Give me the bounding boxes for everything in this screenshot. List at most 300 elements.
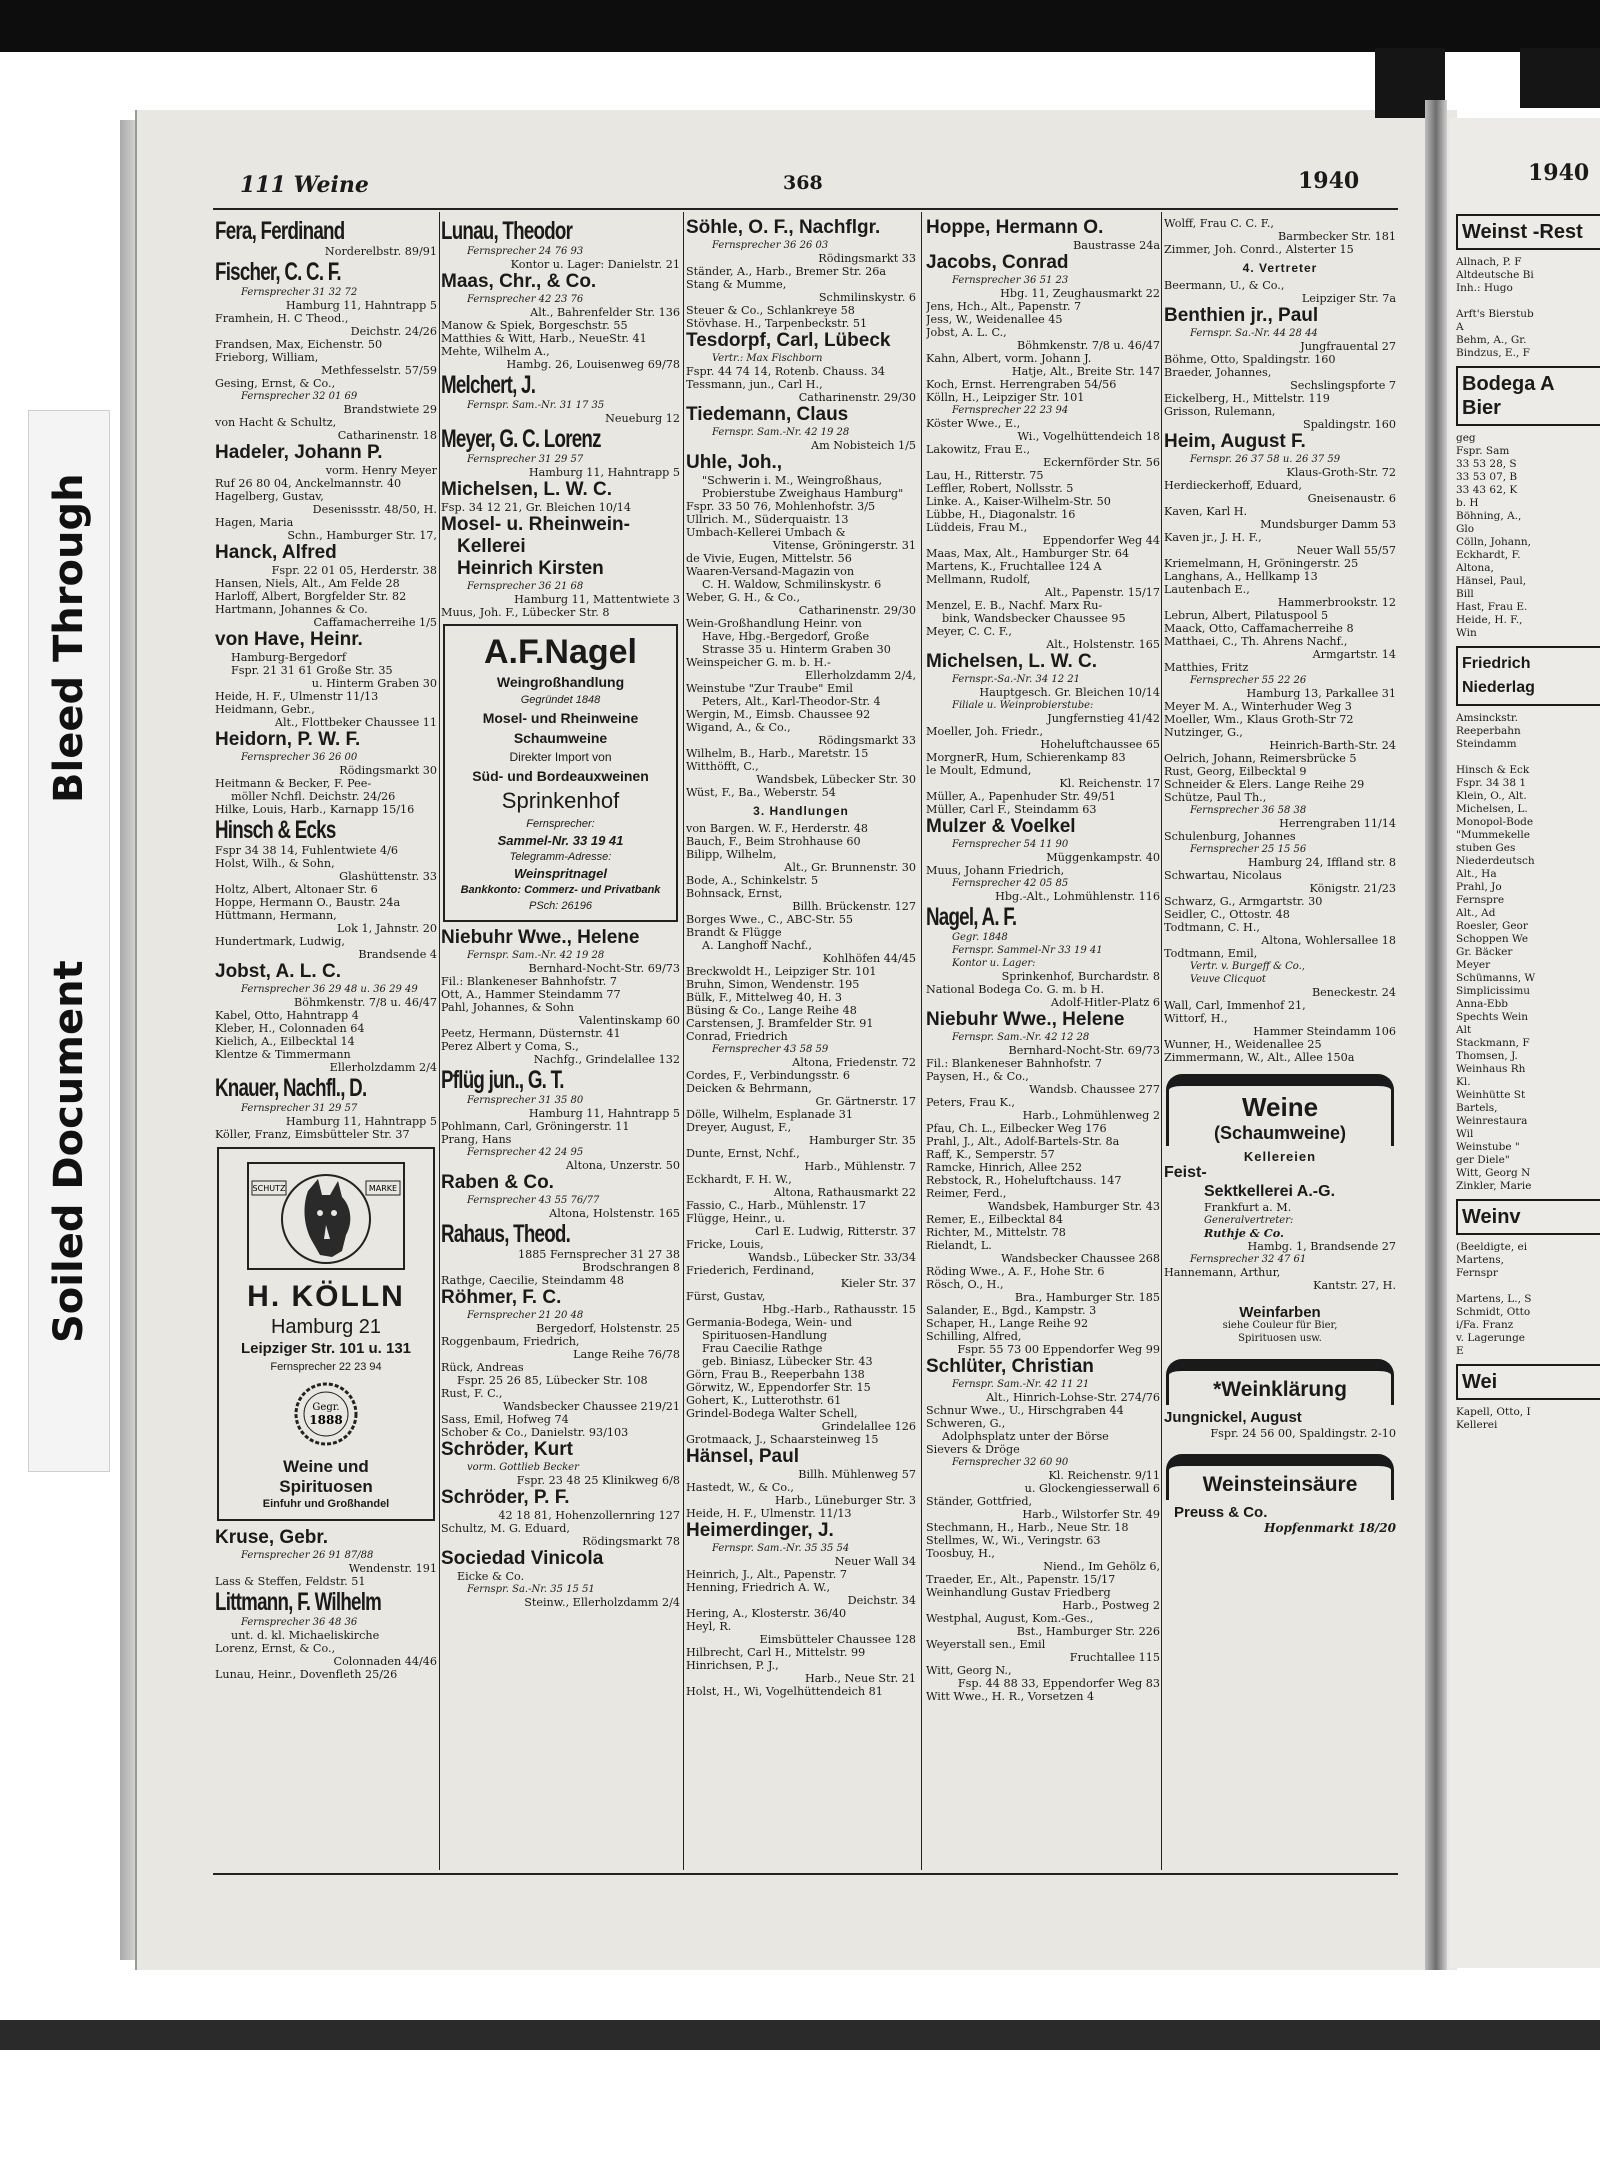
entry-line: Schultz, M. G. Eduard, <box>441 1522 570 1535</box>
entry-line: Wandsb., Lübecker Str. 33/34 <box>748 1251 916 1264</box>
entry-line: Hundertmark, Ludwig, <box>215 935 345 948</box>
founding-seal-icon <box>286 1379 366 1449</box>
entry-name: Schlüter, Christian <box>926 1356 1094 1377</box>
entry-line: Harb., Neue Str. 21 <box>804 1672 916 1685</box>
entry-line: Fil.: Blankeneser Bahnhofstr. 7 <box>441 975 617 988</box>
entry-line: Müller, Carl F., Steindamm 63 <box>926 803 1097 816</box>
entry-line: Weber, G. H., & Co., <box>686 591 801 604</box>
entry-line: Steuer & Co., Schlankreye 58 <box>686 304 855 317</box>
goat-trademark-icon <box>246 1161 406 1271</box>
entry-name: Rahaus, Theod. <box>441 1220 571 1248</box>
nagel-advertisement <box>443 624 678 922</box>
entry-name: Raben & Co. <box>441 1172 554 1193</box>
entry-name: Fera, Ferdinand <box>215 217 345 245</box>
entry-line: Vertr. v. Burgeff & Co., <box>1190 961 1305 972</box>
weine-banner <box>1166 1074 1394 1146</box>
facing-ad-box-1: Weinst -Rest <box>1456 214 1600 250</box>
entry-line: Hamburg 11, Mattentwiete 3 <box>514 593 680 606</box>
entry-name: Littmann, F. Wilhelm <box>215 1588 382 1616</box>
facing-line: geg <box>1456 432 1476 444</box>
weinklaerung-banner <box>1166 1359 1394 1405</box>
entry-name: Schröder, P. F. <box>441 1487 570 1508</box>
header-rule <box>213 208 1398 210</box>
facing-line: Alt., Ha <box>1456 868 1497 880</box>
entry-line: Linke. A., Kaiser-Wilhelm-Str. 50 <box>926 495 1111 508</box>
entry-line: Gr. Gärtnerstr. 17 <box>815 1095 916 1108</box>
facing-line: Stackmann, F <box>1456 1037 1530 1049</box>
entry-line: Gesing, Ernst, & Co., <box>215 377 336 390</box>
entry-line: Harb., Lüneburger Str. 3 <box>775 1494 916 1507</box>
facing-line: b. H <box>1456 497 1479 509</box>
page-year: 1940 <box>1298 168 1360 194</box>
entry-line: Sass, Emil, Hofweg 74 <box>441 1413 569 1426</box>
entry-line: Fernsprecher 31 35 80 <box>467 1095 584 1106</box>
entry-line: Fernspr. Sam.-Nr. 35 35 54 <box>712 1543 850 1554</box>
entry-line: Hamburg-Bergedorf <box>231 651 347 664</box>
facing-line: Alt <box>1456 1024 1472 1036</box>
entry-line: Alt., Gr. Brunnenstr. 30 <box>784 861 916 874</box>
entry-line: 42 18 81, Hohenzollernring 127 <box>498 1509 680 1522</box>
weinsteinsaeure-banner <box>1166 1454 1394 1500</box>
entry-line: Rust, Georg, Eilbecktal 9 <box>1164 765 1307 778</box>
facing-line: Altona, <box>1456 562 1494 574</box>
entry-line: Alt., Bahrenfelder Str. 136 <box>530 306 680 319</box>
facing-lines-3 <box>1456 712 1600 1193</box>
entry-line: Caffamacherreihe 1/5 <box>313 616 437 629</box>
entry-line: Fernsprecher 54 11 90 <box>952 839 1069 850</box>
column-2-entries <box>441 217 680 619</box>
entry-line: Vertr.: Max Fischborn <box>712 353 823 364</box>
entry-line: Waaren-Versand-Magazin von <box>686 565 855 578</box>
entry-line: Wandsbecker Chaussee 219/21 <box>503 1400 680 1413</box>
entry-line: Fernsprecher 55 22 26 <box>1190 675 1307 686</box>
entry-line: Hoppe, Hermann O., Baustr. 24a <box>215 896 401 909</box>
entry-line: Stechmann, H., Harb., Neue Str. 18 <box>926 1521 1129 1534</box>
facing-line: Monopol-Bode <box>1456 816 1534 828</box>
facing-line: Gr. Bäcker <box>1456 946 1513 958</box>
facing-line <box>1456 1280 1600 1293</box>
book-gutter <box>1425 100 1447 1970</box>
entry-line: Weyerstall sen., Emil <box>926 1638 1046 1651</box>
entry-line: Rösch, O., H., <box>926 1278 1004 1291</box>
entry-line: Bohnsack, Ernst, <box>686 887 783 900</box>
entry-line: Rielandt, L. <box>926 1239 992 1252</box>
entry-line: Fernsprecher 36 58 38 <box>1190 805 1307 816</box>
feist-rep-label: Generalvertreter: <box>1204 1215 1294 1226</box>
nagel-l6: Süd- und Bordeauxweinen <box>472 768 649 784</box>
facing-lines-2 <box>1456 432 1600 640</box>
entry-line: Roggenbaum, Friedrich, <box>441 1335 580 1348</box>
entry-line: Fspr. 23 48 25 Klinikweg 6/8 <box>516 1474 680 1487</box>
entry-line: Fernspr. Sam.-Nr. 31 17 35 <box>467 400 605 411</box>
entry-line: Nachfg., Grindelallee 132 <box>533 1053 680 1066</box>
soiled-document-label: Soiled Document <box>46 960 92 1343</box>
feist-address: Hambg. 1, Brandsende 27 <box>1247 1240 1396 1253</box>
entry-name: Lunau, Theodor <box>441 217 573 245</box>
entry-line: Wittorf, H., <box>1164 1012 1228 1025</box>
entry-line: Langhans, A., Hellkamp 13 <box>1164 570 1318 583</box>
entry-line: Büsing & Co., Lange Reihe 48 <box>686 1004 857 1017</box>
entry-line: Braeder, Johannes, <box>1164 366 1272 379</box>
entry-line: Barmbecker Str. 181 <box>1278 230 1396 243</box>
entry-line: Fernsprecher 32 01 69 <box>241 391 358 402</box>
weinfarben-note-2: Spirituosen usw. <box>1238 1333 1322 1344</box>
scanner-bottom-margin <box>0 2050 1600 2177</box>
facing-line: Glo <box>1456 523 1475 535</box>
entry-line: Moeller, Joh. Friedr., <box>926 725 1044 738</box>
entry-line: Ständer, Gottfried, <box>926 1495 1033 1508</box>
facing-line: Fspr. 34 38 1 <box>1456 777 1527 789</box>
entry-line: Frieborg, William, <box>215 351 319 364</box>
entry-line: Köller, Franz, Eimsbütteler Str. 37 <box>215 1128 410 1141</box>
entry-line: Heitmann & Becker, F. Pee- <box>215 777 372 790</box>
jungnickel-name: Jungnickel, August <box>1164 1409 1302 1426</box>
entry-line: Witthöfft, C., <box>686 760 759 773</box>
entry-line: Harb., Lohmühlenweg 2 <box>1022 1109 1160 1122</box>
facing-line: ger Diele" <box>1456 1154 1510 1166</box>
entry-line: Vitense, Gröningerstr. 31 <box>772 539 916 552</box>
entry-line: Müggenkampstr. 40 <box>1046 851 1160 864</box>
entry-line: Carstensen, J. Bramfelder Str. 91 <box>686 1017 874 1030</box>
entry-line: Baustrasse 24a <box>1073 239 1160 252</box>
entry-line: Desenissstr. 48/50, H. <box>312 503 437 516</box>
entry-line: Muus, Johann Friedrich, <box>926 864 1065 877</box>
entry-line: Hüttmann, Hermann, <box>215 909 337 922</box>
entry-line: Gneisenaustr. 6 <box>1307 492 1396 505</box>
entry-line: Bernhard-Nocht-Str. 69/73 <box>1008 1044 1160 1057</box>
entry-line: Alt., Holstenstr. 165 <box>1046 638 1160 651</box>
entry-line: Framhein, H. C Theod., <box>215 312 349 325</box>
entry-line: Armgartstr. 14 <box>1312 648 1396 661</box>
entry-line: bink, Wandsbecker Chaussee 95 <box>942 612 1126 625</box>
column-2-entries-lower <box>441 927 680 1609</box>
entry-line: Köster Wwe., E., <box>926 417 1021 430</box>
entry-line: C. H. Waldow, Schmilinskystr. 6 <box>702 578 882 591</box>
entry-line: Schneider & Elers. Lange Reihe 29 <box>1164 778 1365 791</box>
entry-line: Billh. Brückenstr. 127 <box>792 900 916 913</box>
entry-line: Böhmkenstr. 7/8 u. 46/47 <box>1017 339 1160 352</box>
nagel-l4: Schaumweine <box>513 730 608 746</box>
entry-line: Ramcke, Hinrich, Allee 252 <box>926 1161 1083 1174</box>
entry-line: Bst., Hamburger Str. 226 <box>1016 1625 1160 1638</box>
entry-line: Catharinenstr. 29/30 <box>798 604 916 617</box>
entry-line: Spirituosen-Handlung <box>702 1329 828 1342</box>
nagel-l2: Gegründet 1848 <box>520 694 601 706</box>
kellereien-heading: Kellereien <box>1243 1149 1317 1164</box>
entry-line: Ständer, A., Harb., Bremer Str. 26a <box>686 265 887 278</box>
entry-line: Frandsen, Max, Eichenstr. 50 <box>215 338 383 351</box>
entry-line: Bode, A., Schinkelstr. 5 <box>686 874 819 887</box>
facing-page <box>1450 118 1600 1968</box>
entry-line: Hamburg 11, Hahntrapp 5 <box>285 1115 437 1128</box>
footer-rule <box>213 1873 1398 1875</box>
entry-line: Eppendorfer Weg 44 <box>1042 534 1160 547</box>
koelln-line1: Weine und <box>283 1457 369 1476</box>
facing-line: Kl. <box>1456 1076 1471 1088</box>
entry-line: Raff, K., Semperstr. 57 <box>926 1148 1055 1161</box>
entry-line: Fernspr.-Sa.-Nr. 34 12 21 <box>952 674 1080 685</box>
entry-line: Fspr. 55 73 00 Eppendorfer Weg 99 <box>957 1343 1160 1356</box>
entry-line: Moeller, Wm., Klaus Groth-Str 72 <box>1164 713 1354 726</box>
entry-line: Lüddeis, Frau M., <box>926 521 1028 534</box>
nagel-l8: Fernsprecher: <box>526 818 595 830</box>
feist-city: Frankfurt a. M. <box>1204 1201 1292 1214</box>
entry-line: Hoheluftchaussee 65 <box>1040 738 1160 751</box>
entry-line: Fernspr. Sam.-Nr. 42 11 21 <box>952 1379 1090 1390</box>
entry-line: Kaven jr., J. H. F., <box>1164 531 1262 544</box>
entry-line: Altona, Holstenstr. 165 <box>549 1207 680 1220</box>
facing-line: Behm, A., Gr. <box>1456 334 1527 346</box>
entry-line: u. Glockengiesserwall 6 <box>1024 1482 1160 1495</box>
entry-line: Witt Wwe., H. R., Vorsetzen 4 <box>926 1690 1095 1703</box>
facing-line: Meyer <box>1456 959 1491 971</box>
entry-line: Carl E. Ludwig, Ritterstr. 37 <box>755 1225 916 1238</box>
entry-line: Eckernförder Str. 56 <box>1043 456 1160 469</box>
facing-line: Martens, L., S <box>1456 1293 1532 1305</box>
entry-line: Fernsprecher 36 51 23 <box>952 275 1069 286</box>
entry-line: Rödingsmarkt 33 <box>818 734 916 747</box>
entry-line: Grindelallee 126 <box>821 1420 916 1433</box>
entry-line: Adolphsplatz unter der Börse <box>942 1430 1109 1443</box>
facing-line: (Beeldigte, ei <box>1456 1241 1528 1253</box>
entry-name: Heinrich Kirsten <box>457 558 604 579</box>
entry-line: Ott, A., Hammer Steindamm 77 <box>441 988 621 1001</box>
facing-line: Zinkler, Marie <box>1456 1180 1532 1192</box>
entry-line: Ullrich. M., Süderquaistr. 13 <box>686 513 849 526</box>
entry-name: Melchert, J. <box>441 371 536 399</box>
feist-rep: Ruthje & Co. <box>1204 1226 1284 1240</box>
entry-line: Have, Hbg.-Bergedorf, Große <box>702 630 870 643</box>
entry-line: Wandsb. Chaussee 277 <box>1029 1083 1160 1096</box>
entry-line: Heide, H. F., Ulmenstr. 11/13 <box>686 1507 852 1520</box>
entry-name: Heimerdinger, J. <box>686 1520 834 1541</box>
entry-line: Altona, Unzerstr. 50 <box>565 1159 680 1172</box>
entry-line: Richter, M., Mittelstr. 78 <box>926 1226 1066 1239</box>
entry-line: Matthies, Fritz <box>1164 661 1249 674</box>
entry-line: Schwarz, G., Armgartstr. 30 <box>1164 895 1323 908</box>
facing-lines-5 <box>1456 1406 1600 1432</box>
entry-line: Maas, Max, Alt., Hamburger Str. 64 <box>926 547 1130 560</box>
entry-line: Hbg.-Harb., Rathausstr. 15 <box>762 1303 916 1316</box>
entry-line: Deicken & Behrmann, <box>686 1082 812 1095</box>
entry-line: Hbg.-Alt., Lohmühlenstr. 116 <box>995 890 1160 903</box>
entry-name: Mosel- u. Rheinwein- <box>441 514 630 535</box>
facing-line: "Mummekelle <box>1456 829 1530 841</box>
entry-line: Seidler, C., Ottostr. 48 <box>1164 908 1290 921</box>
entry-line: Lorenz, Ernst, & Co., <box>215 1642 336 1655</box>
entry-line: Norderelbstr. 89/91 <box>324 245 437 258</box>
entry-name: Kellerei <box>457 536 526 557</box>
entry-line: Conrad, Friedrich <box>686 1030 788 1043</box>
entry-line: Klentze & Timmermann <box>215 1048 351 1061</box>
entry-name: Pflüg jun., G. T. <box>441 1066 564 1094</box>
entry-line: Eimsbütteler Chaussee 128 <box>759 1633 916 1646</box>
column-2 <box>441 217 680 1867</box>
entry-line: Peters, Alt., Karl-Theodor-Str. 4 <box>702 695 881 708</box>
entry-line: Schulenburg, Johannes <box>1164 830 1296 843</box>
entry-line: Martens, K., Fruchtallee 124 A <box>926 560 1102 573</box>
entry-line: Sprinkenhof, Burchardstr. 8 <box>1001 970 1160 983</box>
entry-line: Jens, Hch., Alt., Papenstr. 7 <box>926 300 1082 313</box>
facing-line: Wil <box>1456 1128 1474 1140</box>
entry-line: Schilling, Alfred, <box>926 1330 1022 1343</box>
entry-line: Wolff, Frau C. C. F., <box>1164 217 1274 230</box>
entry-line: Hammerbrookstr. 12 <box>1277 596 1396 609</box>
entry-line: Dreyer, August, F., <box>686 1121 792 1134</box>
column-4 <box>926 217 1160 1867</box>
entry-line: Grindel-Bodega Walter Schell, <box>686 1407 858 1420</box>
facing-line: Martens, <box>1456 1254 1504 1266</box>
entry-line: Prang, Hans <box>441 1133 512 1146</box>
entry-line: Todtmann, Emil, <box>1164 947 1258 960</box>
entry-line: Holst, Wilh., & Sohn, <box>215 857 335 870</box>
weinfarben-heading: Weinfarben <box>1239 1304 1321 1321</box>
entry-line: Filiale u. Weinprobierstube: <box>952 700 1094 711</box>
entry-line: von Bargen. W. F., Herderstr. 48 <box>686 822 869 835</box>
entry-line: Zimmer, Joh. Conrd., Alsterter 15 <box>1164 243 1354 256</box>
entry-line: Ellerholzdamm 2/4, <box>805 669 916 682</box>
entry-line: Spaldingstr. 160 <box>1302 418 1396 431</box>
facing-page-text <box>1456 208 1600 1432</box>
entry-line: Wigand, A., & Co., <box>686 721 791 734</box>
entry-line: geb. Biniasz, Lübecker Str. 43 <box>702 1355 873 1368</box>
entry-line: Weinspeicher G. m. b. H.- <box>686 656 831 669</box>
entry-line: Kahn, Albert, vorm. Johann J. <box>926 352 1092 365</box>
entry-line: Wandsbecker Chaussee 268 <box>1001 1252 1160 1265</box>
entry-line: Rödingsmarkt 30 <box>339 764 437 777</box>
entry-line: Alt., Flottbeker Chaussee 11 <box>274 716 437 729</box>
entry-line: Umbach-Kellerei Umbach & <box>686 526 846 539</box>
entry-line: Hambg. 26, Louisenweg 69/78 <box>506 358 680 371</box>
facing-line: Alt., Ad <box>1456 907 1496 919</box>
entry-line: Fernsprecher 43 58 59 <box>712 1044 829 1055</box>
entry-line: Gohert, K., Lutterothstr. 61 <box>686 1394 842 1407</box>
entry-line: Rust, F. C., <box>441 1387 503 1400</box>
entry-line: Mehte, Wilhelm A., <box>441 345 550 358</box>
entry-line: Altona, Wohlersallee 18 <box>1261 934 1396 947</box>
hannemann-address: Kantstr. 27, H. <box>1313 1279 1396 1292</box>
facing-line: Altdeutsche Bi <box>1456 269 1534 281</box>
facing-line: Kapell, Otto, I <box>1456 1406 1531 1418</box>
entry-line: Kohlhöfen 44/45 <box>822 952 916 965</box>
entry-line: Matthies & Witt, Harb., NeueStr. 41 <box>441 332 647 345</box>
entry-name: Heim, August F. <box>1164 431 1306 452</box>
entry-line: Böhmkenstr. 7/8 u. 46/47 <box>294 996 437 1009</box>
entry-line: Rück, Andreas <box>441 1361 524 1374</box>
entry-line: Tessmann, jun., Carl H., <box>686 378 823 391</box>
preuss-name: Preuss & Co. <box>1174 1504 1268 1521</box>
weinsteinsaeure-title: Weinsteinsäure <box>1202 1473 1358 1496</box>
entry-name: Hänsel, Paul <box>686 1446 799 1467</box>
entry-line: Fernsprecher 43 55 76/77 <box>467 1195 600 1206</box>
entry-line: Salander, E., Bgd., Kampstr. 3 <box>926 1304 1097 1317</box>
page-number: 368 <box>783 172 823 194</box>
entry-line: Herdieckerhoff, Eduard, <box>1164 479 1302 492</box>
entry-line: Niend., Im Gehölz 6, <box>1043 1560 1160 1573</box>
facing-line: Bindzus, E., F <box>1456 347 1530 359</box>
entry-line: Kontor u. Lager: <box>952 958 1036 969</box>
entry-line: Kontor u. Lager: Danielstr. 21 <box>510 258 680 271</box>
entry-line: Meyer M. A., Winterhuder Weg 3 <box>1164 700 1352 713</box>
entry-line: Jess, W., Weidenallee 45 <box>926 313 1063 326</box>
entry-line: Jungfernstieg 41/42 <box>1047 712 1160 725</box>
entry-line: Altona, Rathausmarkt 22 <box>773 1186 916 1199</box>
nagel-l12: Bankkonto: Commerz- und Privatbank <box>460 884 661 896</box>
entry-name: Jobst, A. L. C. <box>215 961 341 982</box>
entry-line: Harb., Mühlenstr. 7 <box>804 1160 916 1173</box>
entry-line: Eicke & Co. <box>457 1570 525 1583</box>
entry-line: Hilke, Louis, Harb., Karnapp 15/16 <box>215 803 415 816</box>
facing-line: Fernspre <box>1456 894 1505 906</box>
entry-name: Schröder, Kurt <box>441 1439 573 1460</box>
entry-line: Hauptgesch. Gr. Bleichen 10/14 <box>979 686 1160 699</box>
entry-name: Hinsch & Ecks <box>215 816 336 844</box>
entry-line: Gegr. 1848 <box>952 932 1008 943</box>
entry-line: Sechslingspforte 7 <box>1290 379 1396 392</box>
entry-line: Heidmann, Gebr., <box>215 703 315 716</box>
entry-name: Hanck, Alfred <box>215 542 337 563</box>
entry-line: Prahl, J., Alt., Adolf-Bartels-Str. 8a <box>926 1135 1120 1148</box>
facing-line: Weinhütte St <box>1456 1089 1526 1101</box>
facing-line: Steindamm <box>1456 738 1517 750</box>
entry-line: Mundsburger Damm 53 <box>1260 518 1396 531</box>
entry-line: Leffler, Robert, Nollsstr. 5 <box>926 482 1074 495</box>
entry-line: u. Hinterm Graben 30 <box>311 677 437 690</box>
koelln-line2: Spirituosen <box>279 1477 373 1496</box>
entry-line: Perez Albert y Coma, S., <box>441 1040 579 1053</box>
schutz-text: SCHUTZ <box>252 1184 286 1193</box>
koelln-phone: Fernsprecher 22 23 94 <box>270 1361 382 1373</box>
facing-lines-1 <box>1456 256 1600 360</box>
facing-line: Hast, Frau E. <box>1456 601 1528 613</box>
entry-line: Pohlmann, Carl, Gröningerstr. 11 <box>441 1120 630 1133</box>
entry-line: Neuer Wall 34 <box>834 1555 916 1568</box>
entry-line: Fernsprecher 32 60 90 <box>952 1457 1069 1468</box>
entry-line: Bergedorf, Holstenstr. 25 <box>536 1322 680 1335</box>
entry-line: Lunau, Heinr., Dovenfleth 25/26 <box>215 1668 398 1681</box>
nagel-name: A.F.Nagel <box>483 633 638 671</box>
entry-line: Fspr. 22 01 05, Herderstr. 38 <box>271 564 437 577</box>
entry-line: Hatje, Alt., Breite Str. 147 <box>1011 365 1160 378</box>
facing-line: Win <box>1456 627 1477 639</box>
hannemann-name: Hannemann, Arthur, <box>1164 1266 1281 1279</box>
entry-name: Jacobs, Conrad <box>926 252 1069 273</box>
entry-line: Fspr 34 38 14, Fuhlentwiete 4/6 <box>215 844 399 857</box>
entry-line: Fernsprecher 42 24 95 <box>467 1147 584 1158</box>
entry-line: Paysen, H., & Co., <box>926 1070 1029 1083</box>
entry-line: Bauch, F., Beim Strohhause 60 <box>686 835 861 848</box>
entry-line: Wunner, H., Weidenallee 25 <box>1164 1038 1322 1051</box>
entry-line: Stövhase. H., Tarpenbeckstr. 51 <box>686 317 868 330</box>
entry-line: Lau, H., Ritterstr. 75 <box>926 469 1044 482</box>
entry-line: Kriemelmann, H, Gröningerstr. 25 <box>1164 557 1359 570</box>
nagel-l10: Telegramm-Adresse: <box>509 851 612 863</box>
entry-line: Klaus-Groth-Str. 72 <box>1286 466 1396 479</box>
entry-line: Deichstr. 34 <box>847 1594 916 1607</box>
entry-line: Breckwoldt H., Leipziger Str. 101 <box>686 965 877 978</box>
entry-line: Lakowitz, Frau E., <box>926 443 1031 456</box>
entry-line: Harb., Postweg 2 <box>1062 1599 1160 1612</box>
entry-line: Bülk, F., Mittelweg 40, H. 3 <box>686 991 843 1004</box>
entry-line: Eickelberg, H., Mittelstr. 119 <box>1164 392 1330 405</box>
entry-line: Wüst, F., Ba., Weberstr. 54 <box>686 786 836 799</box>
entry-line: Fernspr. Sa.-Nr. 35 15 51 <box>467 1584 595 1595</box>
facing-line: Reeperbahn <box>1456 725 1521 737</box>
facing-line: i/Fa. Franz <box>1456 1319 1514 1331</box>
facing-line: Schmidt, Otto <box>1456 1306 1531 1318</box>
entry-line: Glashüttenstr. 33 <box>339 870 437 883</box>
facing-line: Niederdeutsch <box>1456 855 1535 867</box>
